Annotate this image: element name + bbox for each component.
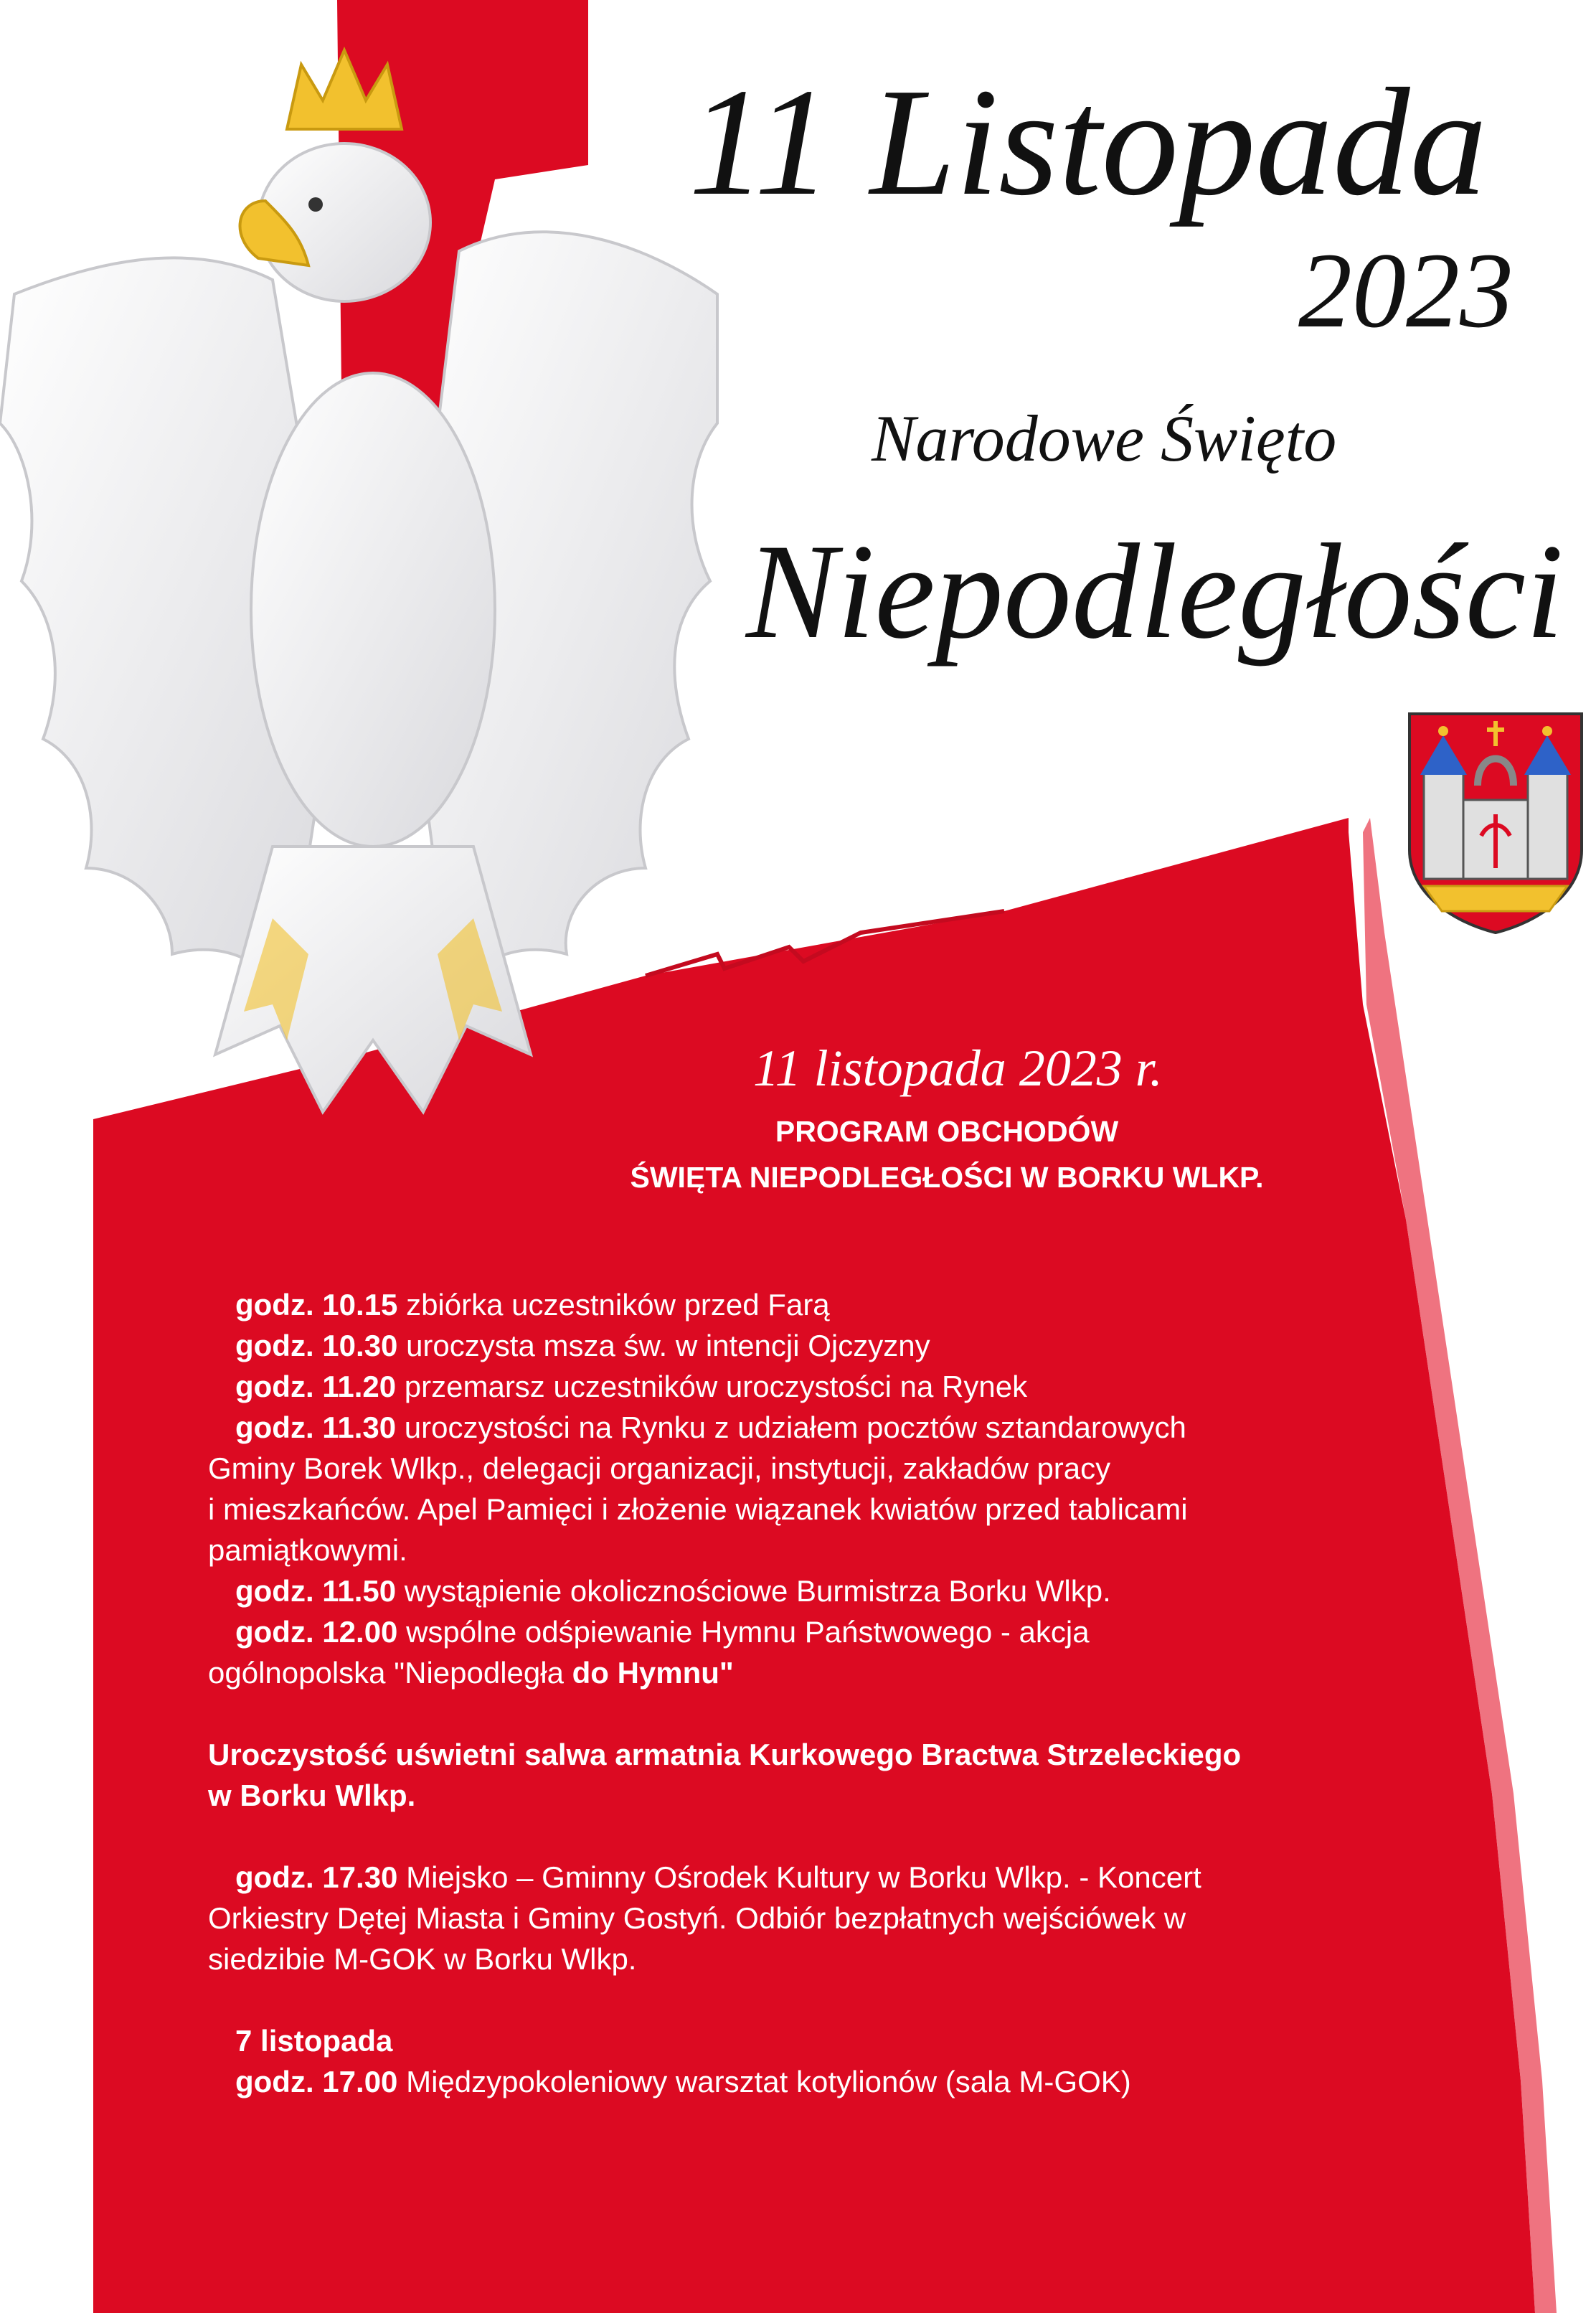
item-continuation: pamiątkowymi. <box>208 1533 407 1567</box>
program-heading-line-1: PROGRAM OBCHODÓW <box>775 1115 1119 1148</box>
item-text: Międzypokoleniowy warsztat kotylionów (sala M-GOK) <box>406 2065 1131 2098</box>
item-text: uroczystości na Rynku z udziałem pocztów sztandarowych <box>404 1410 1186 1444</box>
subtitle-independence: Niepodległości <box>746 517 1564 667</box>
program-item <box>208 1611 1370 1652</box>
salute-note-line-2: w Borku Wlkp. <box>208 1779 416 1812</box>
concert-item <box>208 1857 1370 1898</box>
item-continuation <box>208 1652 1370 1693</box>
program-date: 11 listopada 2023 r. <box>753 1040 1163 1097</box>
item-time: godz. 17.30 <box>235 1860 398 1894</box>
item-text: wystąpienie okolicznościowe Burmistrza Borku Wlkp. <box>404 1574 1111 1608</box>
program-item <box>208 1366 1370 1407</box>
item-continuation-b: do Hymnu" <box>572 1656 734 1690</box>
program-list <box>208 1284 1370 2102</box>
page-title: 11 Listopada <box>689 56 1488 227</box>
item-text: przemarsz uczestników uroczystości na Rynek <box>404 1370 1028 1403</box>
salute-note-line-1: Uroczystość uświetni salwa armatnia Kurkowego Bractwa Strzeleckiego <box>208 1738 1242 1771</box>
item-text: uroczysta msza św. w intencji Ojczyzny <box>406 1329 930 1362</box>
item-time: godz. 10.30 <box>235 1329 398 1362</box>
item-continuation: Orkiestry Dętej Miasta i Gminy Gostyń. Odbiór bezpłatnych wejściówek w <box>208 1901 1186 1935</box>
item-continuation: i mieszkańców. Apel Pamięci i złożenie wiązanek kwiatów przed tablicami <box>208 1492 1188 1526</box>
program-heading-line-2: ŚWIĘTA NIEPODLEGŁOŚCI W BORKU WLKP. <box>630 1161 1264 1194</box>
extra-date: 7 listopada <box>235 2024 393 2058</box>
subtitle-holiday: Narodowe Święto <box>872 402 1337 475</box>
page-year: 2023 <box>1298 231 1514 350</box>
item-continuation: siedzibie M-GOK w Borku Wlkp. <box>208 1942 637 1976</box>
program-heading <box>588 1108 1305 1200</box>
item-continuation-a: ogólnopolska "Niepodległa <box>208 1656 572 1690</box>
program-item <box>208 1284 1370 1325</box>
item-time: godz. 11.50 <box>235 1574 397 1608</box>
program-item <box>208 1570 1370 1611</box>
program-item <box>208 1325 1370 1366</box>
item-text: wspólne odśpiewanie Hymnu Państwowego - akcja <box>406 1615 1090 1649</box>
item-time: godz. 17.00 <box>235 2065 398 2098</box>
item-text: Miejsko – Gminny Ośrodek Kultury w Borku Wlkp. - Koncert <box>406 1860 1201 1894</box>
workshop-item <box>208 2061 1370 2102</box>
white-eagle-emblem <box>0 22 760 1169</box>
borek-wlkp-coat-of-arms <box>1402 707 1589 936</box>
program-item <box>208 1407 1370 1448</box>
item-text: zbiórka uczestników przed Farą <box>406 1288 830 1322</box>
item-continuation: Gminy Borek Wlkp., delegacji organizacji, instytucji, zakładów pracy <box>208 1451 1111 1485</box>
item-time: godz. 10.15 <box>235 1288 398 1322</box>
item-time: godz. 11.30 <box>235 1410 397 1444</box>
item-time: godz. 12.00 <box>235 1615 398 1649</box>
item-time: godz. 11.20 <box>235 1370 397 1403</box>
